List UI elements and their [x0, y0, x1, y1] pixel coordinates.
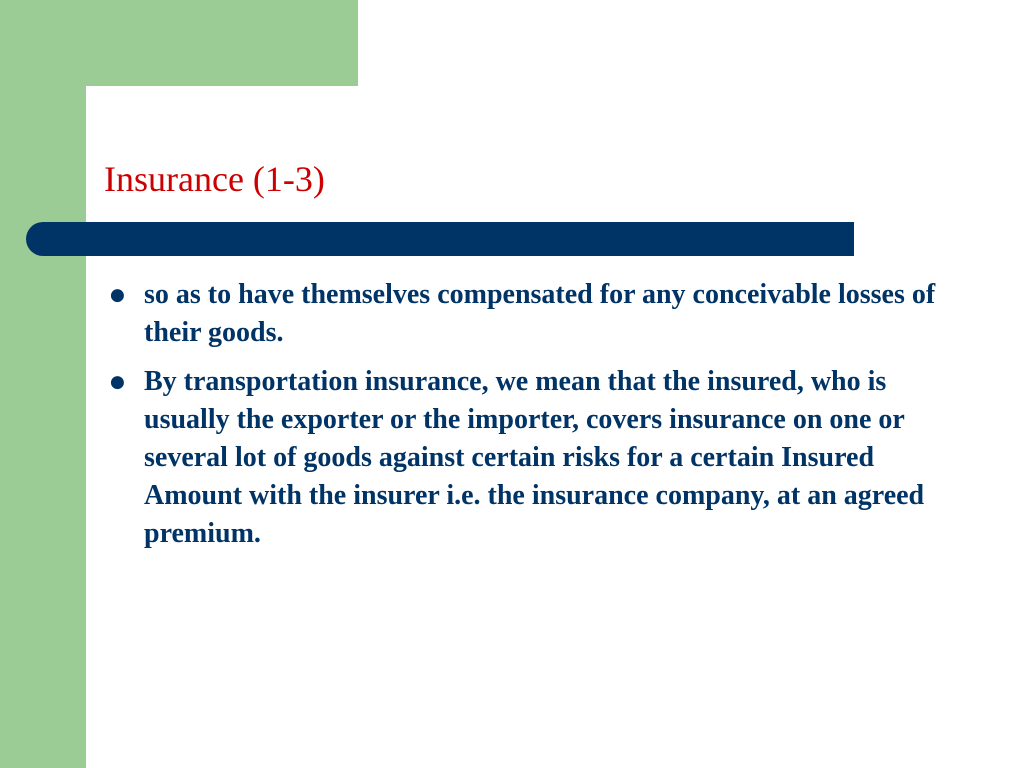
bullet-icon: ●: [110, 285, 125, 305]
bullet-item: [104, 363, 964, 553]
green-side-panel: [0, 0, 86, 768]
slide-title: Insurance (1-3): [104, 159, 325, 199]
title-divider-bar: [26, 222, 854, 256]
bullet-text: By transportation insurance, we mean that the insured, who is usually the exporter or the importer, covers insurance on one or several lot of goods against certain risks for a certain Insured Amount with the insurer i.e. the insurance company, at an agreed premium.: [144, 366, 925, 549]
bullet-text: so as to have themselves compensated for any conceivable losses of their goods.: [144, 279, 936, 348]
bullet-icon: ●: [110, 372, 125, 392]
green-top-panel: [0, 0, 358, 86]
bullet-list: [104, 276, 964, 564]
bullet-item: [104, 276, 964, 352]
